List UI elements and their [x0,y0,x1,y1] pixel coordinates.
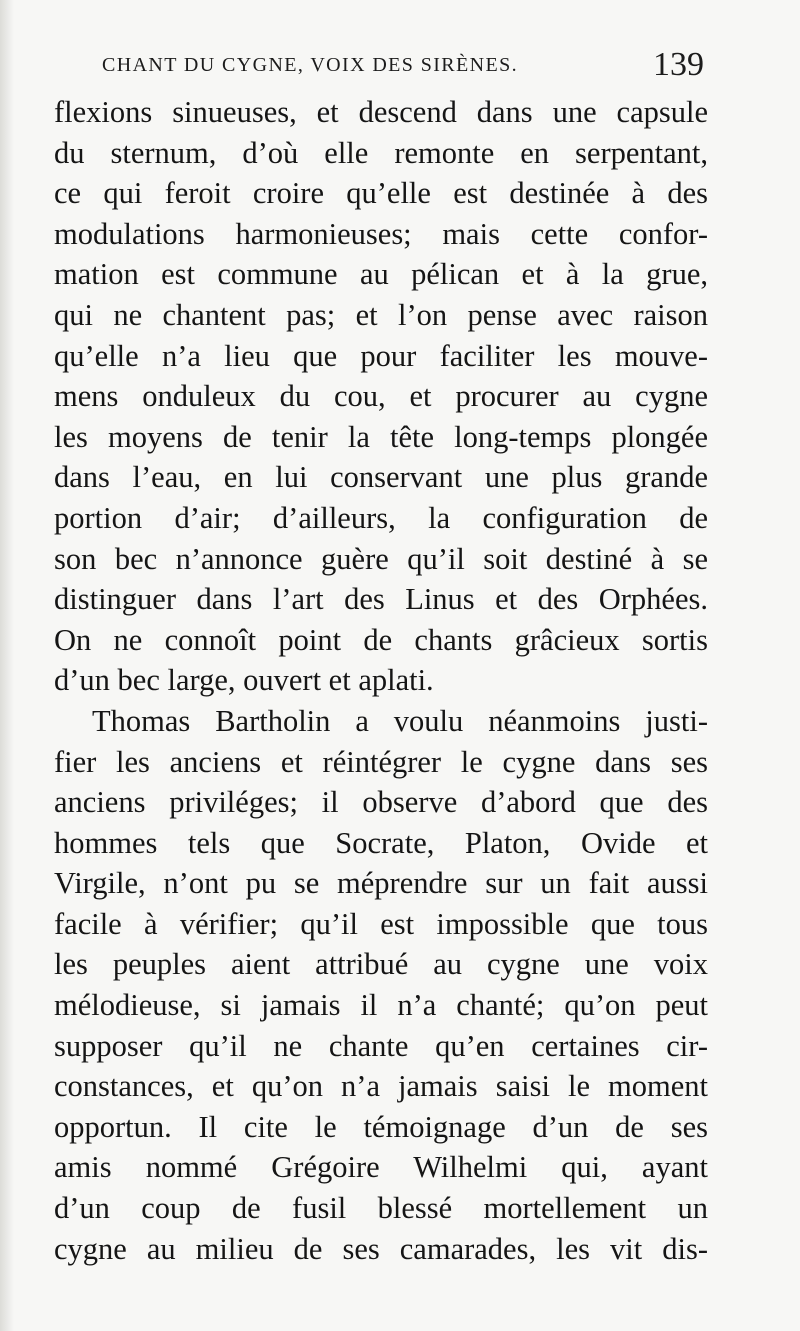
text-line: les moyens de tenir la tête long-temps plongée [54,419,708,454]
text-line: On ne connoît point de chants grâcieux sortis [54,622,708,657]
text-line: amis nommé Grégoire Wilhelmi qui, ayant [54,1150,708,1185]
text-line: qui ne chantent pas; et l’on pense avec raison [54,297,708,332]
text-line: ce qui feroit croire qu’elle est destinée à des [54,176,708,211]
text-line: modulations harmonieuses; mais cette confor- [54,216,708,251]
text-line: du sternum, d’où elle remonte en serpentant, [54,135,708,170]
text-line: flexions sinueuses, et descend dans une capsule [54,95,708,129]
text-line: les peuples aient attribué au cygne une voix [54,947,708,982]
text-line: mens onduleux du cou, et procurer au cygne [54,379,708,414]
text-line: facile à vérifier; qu’il est impossible que tous [54,906,708,941]
text-line: fier les anciens et réintégrer le cygne dans ses [54,744,708,779]
text-line: Virgile, n’ont pu se méprendre sur un fait aussi [54,866,708,901]
text-line: anciens priviléges; il observe d’abord que des [54,785,708,820]
text-line: opportun. Il cite le témoignage d’un de ses [54,1109,708,1144]
text-line: qu’elle n’a lieu que pour faciliter les mouve- [54,338,708,373]
text-line: Thomas Bartholin a voulu néanmoins justi- [92,703,708,738]
text-line: distinguer dans l’art des Linus et des Orphées. [54,582,708,617]
running-head [96,46,716,86]
text-line: mation est commune au pélican et à la grue, [54,257,708,292]
text-line: d’un coup de fusil blessé mortellement un [54,1191,708,1226]
text-line: supposer qu’il ne chante qu’en certaines cir- [54,1028,708,1063]
text-line: hommes tels que Socrate, Platon, Ovide et [54,825,708,860]
body-text [54,92,708,1269]
text-line: mélodieuse, si jamais il n’a chanté; qu’on peut [54,988,708,1023]
text-line: d’un bec large, ouvert et aplati. [54,663,434,698]
text-line: dans l’eau, en lui conservant une plus grande [54,460,708,495]
text-line: constances, et qu’on n’a jamais saisi le moment [54,1069,708,1104]
page-edge-shadow [0,0,14,1331]
text-line: cygne au milieu de ses camarades, les vit dis- [54,1231,708,1266]
page-number: 139 [653,46,704,83]
text-line: son bec n’annonce guère qu’il soit destiné à se [54,541,708,576]
running-title: CHANT DU CYGNE, VOIX DES SIRÈNES. [102,54,519,76]
text-line: portion d’air; d’ailleurs, la configuration de [54,500,708,535]
